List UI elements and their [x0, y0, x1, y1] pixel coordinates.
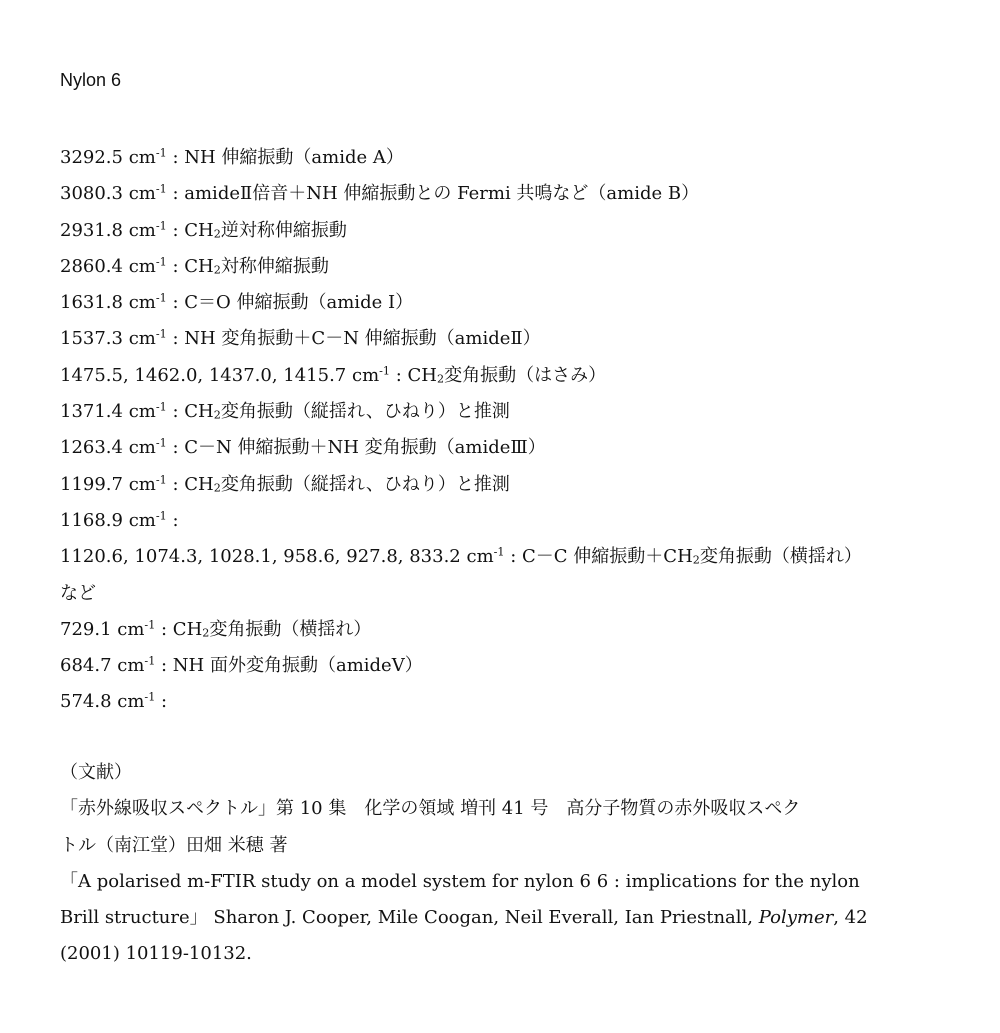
band-assignment: [60, 503, 960, 539]
wavenumber: 1631.8: [60, 292, 123, 314]
band-assignment: [60, 321, 960, 357]
band-assignment: [60, 249, 960, 285]
unit: cm: [466, 546, 494, 568]
reference-2-line-1: 「A polarised m-FTIR study on a model system for nylon 6 6 : implications for the nylon: [60, 870, 860, 892]
unit-exponent: -1: [144, 618, 156, 632]
unit-exponent: -1: [155, 509, 167, 523]
wavenumber: 1537.3: [60, 328, 123, 350]
assignment-text: : CH: [155, 618, 203, 640]
band-assignment: [60, 358, 960, 394]
reference-1-line-2: トル（南江堂）田畑 米穂 著: [60, 834, 288, 856]
unit: cm: [128, 183, 156, 205]
unit: cm: [128, 147, 156, 168]
reference-2-line-2: [60, 900, 960, 936]
unit-exponent: -1: [155, 182, 167, 196]
band-assignment: [60, 285, 960, 321]
wavenumber: 1120.6, 1074.3, 1028.1, 958.6, 927.8, 833.2: [60, 546, 461, 568]
wavenumber: 1168.9: [60, 509, 123, 531]
unit-exponent: -1: [155, 291, 167, 305]
band-assignment: [60, 140, 960, 176]
wavenumber: 1199.7: [60, 473, 123, 495]
unit-exponent: -1: [155, 327, 167, 341]
unit: cm: [128, 509, 156, 531]
unit: cm: [128, 437, 156, 459]
assignment-text: : CH: [166, 255, 214, 277]
assignment-text: 変角振動（横揺れ）: [699, 546, 862, 568]
band-assignment: [60, 394, 960, 430]
band-assignment: [60, 213, 960, 249]
assignment-text: 対称伸縮振動: [220, 255, 329, 277]
wavenumber: 729.1: [60, 618, 112, 640]
band-assignment: [60, 684, 960, 720]
band-assignment: [60, 467, 960, 503]
unit-exponent: -1: [155, 255, 167, 269]
unit-exponent: -1: [493, 545, 505, 559]
assignment-text: : CH: [390, 364, 438, 386]
wavenumber: 1475.5, 1462.0, 1437.0, 1415.7: [60, 364, 347, 386]
subscript: 2: [213, 263, 221, 277]
reference-2-authors: Brill structure」 Sharon J. Cooper, Mile Coogan, Neil Everall, Ian Priestnall,: [60, 907, 759, 929]
assignment-text: 変角振動（縦揺れ、ひねり）と推測: [220, 473, 510, 495]
assignment-text: : C－N 伸縮振動＋NH 変角振動（amideⅢ）: [166, 437, 546, 459]
assignment-text: : C＝O 伸縮振動（amide Ⅰ）: [166, 292, 414, 314]
document-title: Nylon 6: [60, 70, 122, 90]
unit-exponent: -1: [155, 218, 167, 232]
unit: cm: [128, 401, 156, 423]
wavenumber: 1263.4: [60, 437, 123, 459]
assignment-text: : NH 面外変角振動（amideⅤ）: [155, 655, 423, 677]
subscript: 2: [437, 372, 445, 386]
wavenumber: 2860.4: [60, 255, 123, 277]
subscript: 2: [213, 481, 221, 495]
assignment-text: :: [155, 691, 168, 713]
unit: cm: [128, 219, 156, 241]
subscript: 2: [202, 626, 210, 640]
subscript: 2: [213, 227, 221, 241]
assignment-text: 変角振動（縦揺れ、ひねり）と推測: [220, 401, 510, 423]
reference-1-line-1: 「赤外線吸収スペクトル」第 10 集 化学の領域 増刊 41 号 高分子物質の赤外吸収スペク: [60, 798, 801, 820]
unit: cm: [117, 691, 145, 713]
wavenumber: 574.8: [60, 691, 112, 713]
wavenumber: 684.7: [60, 655, 112, 677]
reference-2-journal: Polymer: [758, 907, 834, 929]
band-assignment: [60, 648, 960, 684]
unit-exponent: -1: [144, 654, 156, 668]
assignment-continuation: など: [60, 582, 96, 604]
band-assignment: [60, 430, 960, 466]
assignment-text: : NH 変角振動＋C－N 伸縮振動（amideⅡ）: [166, 328, 541, 350]
assignment-text: :: [166, 509, 179, 531]
unit: cm: [128, 473, 156, 495]
assignment-text: : CH: [166, 401, 214, 423]
assignment-text: : NH 伸縮振動（amide A）: [166, 147, 404, 168]
references-section: [60, 755, 960, 973]
assignment-text: 変角振動（横揺れ）: [209, 618, 372, 640]
unit: cm: [128, 255, 156, 277]
assignment-text: : CH: [166, 473, 214, 495]
unit: cm: [117, 655, 145, 677]
assignment-text: 逆対称伸縮振動: [220, 219, 347, 241]
unit-exponent: -1: [379, 364, 391, 378]
wavenumber: 1371.4: [60, 401, 123, 423]
reference-2-line-3: (2001) 10119-10132.: [60, 943, 252, 965]
unit: cm: [128, 292, 156, 314]
assignment-text: : amideⅡ倍音＋NH 伸縮振動との Fermi 共鳴など（amide B）: [166, 183, 700, 205]
band-assignment: [60, 539, 960, 575]
unit: cm: [352, 364, 380, 386]
reference-2-volume: , 42: [833, 907, 868, 929]
unit-exponent: -1: [155, 472, 167, 486]
unit-exponent: -1: [155, 146, 167, 160]
wavenumber: 3292.5: [60, 147, 123, 168]
unit: cm: [117, 618, 145, 640]
subscript: 2: [692, 553, 700, 567]
unit-exponent: -1: [155, 436, 167, 450]
unit-exponent: -1: [144, 690, 156, 704]
assignment-text: : CH: [166, 219, 214, 241]
assignment-text: : C－C 伸縮振動＋CH: [504, 546, 693, 568]
band-assignment-list: [60, 140, 960, 721]
band-assignment: [60, 176, 960, 212]
assignment-text: 変角振動（はさみ）: [444, 364, 607, 386]
unit-exponent: -1: [155, 400, 167, 414]
wavenumber: 3080.3: [60, 183, 123, 205]
band-assignment: [60, 612, 960, 648]
references-heading: （文献）: [60, 762, 132, 783]
subscript: 2: [213, 408, 221, 422]
unit: cm: [128, 328, 156, 350]
wavenumber: 2931.8: [60, 219, 123, 241]
